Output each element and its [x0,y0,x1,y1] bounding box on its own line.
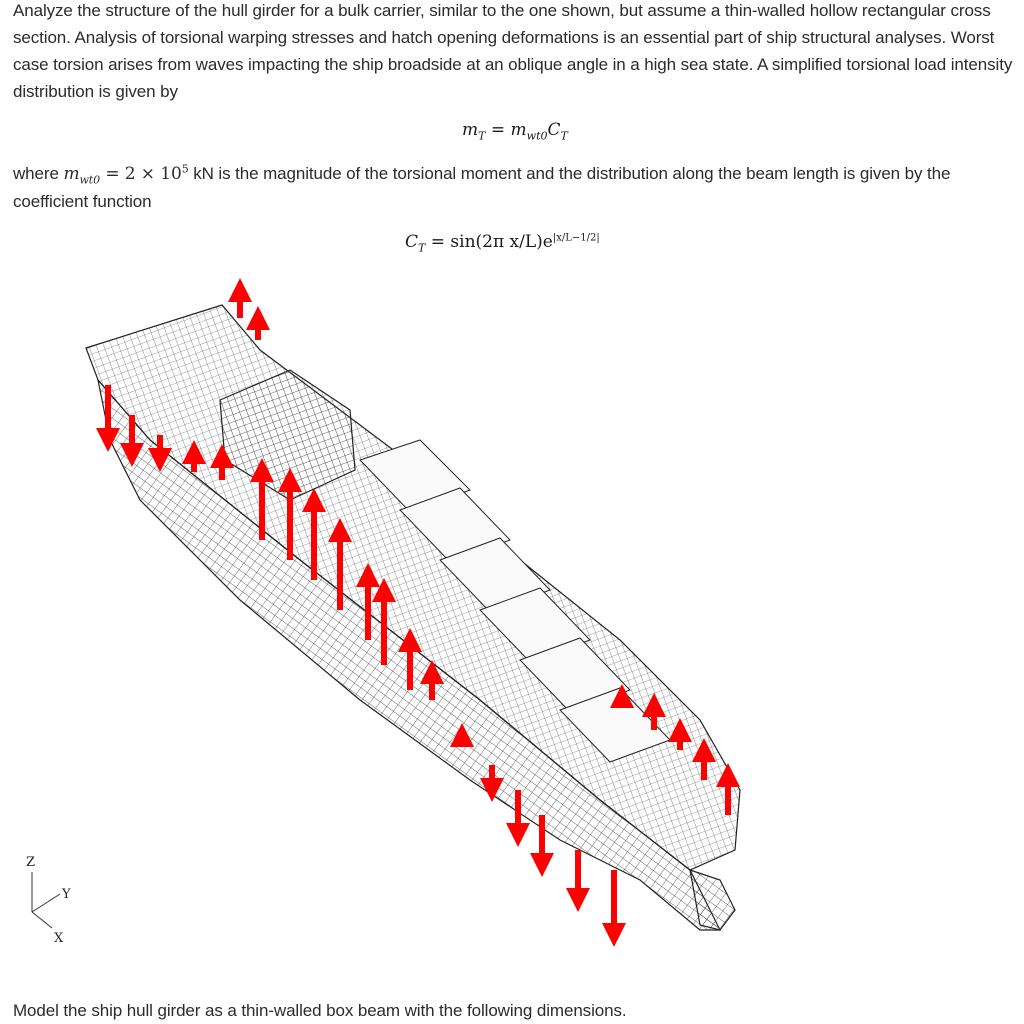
ship-hull-figure [0,270,1024,990]
where-paragraph [13,160,1023,215]
eq1-factor: C [547,120,561,140]
where-unit-text: kN is the magnitude of the torsional moment and the distribution along the beam length is given by the coefficient function [13,164,951,211]
axes-triad [32,872,60,928]
eq2-lhs: C [405,232,419,252]
eq1-factor-sub: T [560,129,568,143]
intro-paragraph: Analyze the structure of the hull girder for a bulk carrier, similar to the one shown, but assume a thin-walled hollow rectangular cross section. Analysis of torsional warping stresses and hatch opening deformations is an essential part of ship structural analyses. Worst case torsion arises from waves impacting the ship broadside at an oblique angle in a high sea state. A simplified torsional load intensity distribution is given by [13,1,1013,101]
torsional-load-equation: $m_T = m_{wt0}C_T$ [462,120,568,143]
where-prefix: where [13,164,59,183]
where-value: = 2 × 10 [105,164,182,184]
axis-x-label: X [54,931,64,946]
eq1-rhs-sub: wt0 [526,129,548,143]
footer-paragraph: Model the ship hull girder as a thin-walled box beam with the following dimensions. [13,1001,627,1020]
eq1-rhs: m [510,120,527,140]
where-exponent: 5 [181,162,189,176]
axis-y-label: Y [62,887,71,902]
eq1-lhs: m [462,120,479,140]
coefficient-equation [405,232,600,255]
eq2-lhs-sub: T [418,241,426,255]
eq2-rhs: = sin(2π x/L)e [430,232,553,252]
eq2-exponent: |x/L−1/2| [552,232,600,244]
eq1-lhs-sub: T [478,129,486,143]
where-symbol-sub: wt0 [79,173,101,187]
where-symbol: m [63,164,80,184]
axis-z-label: Z [26,855,36,870]
hull-deck [86,305,740,870]
